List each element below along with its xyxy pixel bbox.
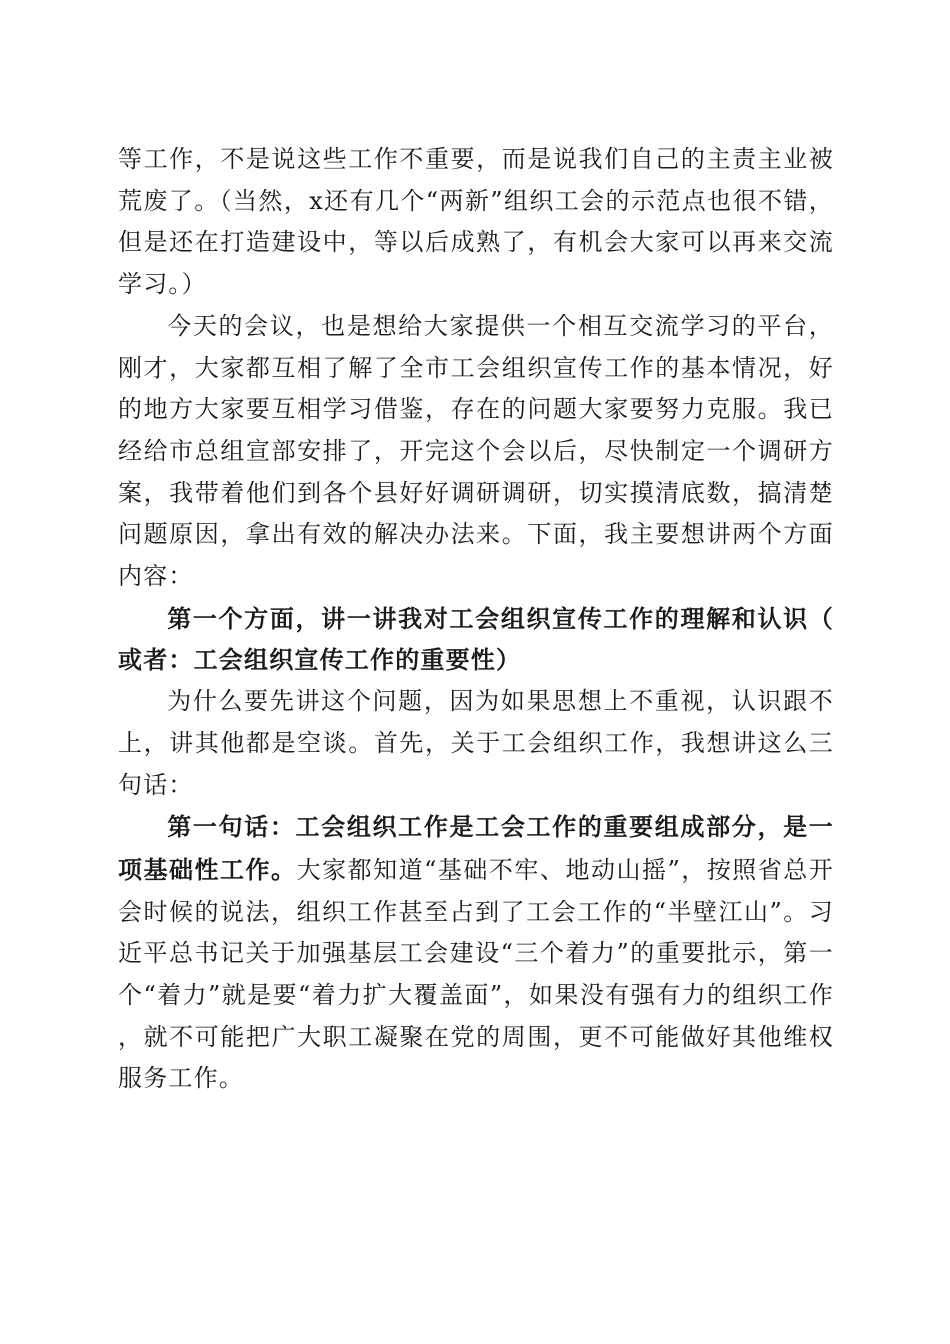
- paragraph-why-first: 为什么要先讲这个问题，因为如果思想上不重视，认识跟不上，讲其他都是空谈。首先，关于工会组织工作，我想讲这么三句话：: [118, 687, 834, 799]
- paragraph-first-sentence: [118, 806, 834, 1100]
- section-heading-first-aspect: 第一个方面，讲一讲我对工会组织宣传工作的理解和认识（或者：工会组织宣传工作的重要性）: [118, 603, 834, 675]
- paragraph-meeting-purpose: 今天的会议，也是想给大家提供一个相互交流学习的平台，刚才，大家都互相了解了全市工会组织宣传工作的基本情况，好的地方大家要互相学习借鉴，存在的问题大家要努力克服。我已经给市总组宣部安排了，开完这个会以后，尽快制定一个调研方案，我带着他们到各个县好好调研调研，切实摸清底数，搞清楚问题原因，拿出有效的解决办法来。下面，我主要想讲两个方面内容：: [118, 311, 834, 591]
- document-body: [118, 139, 834, 1100]
- first-sentence-body: 大家都知道“基础不牢、地动山摇”，按照省总开会时候的说法，组织工作甚至占到了工会工作的“半壁江山”。习近平总书记关于加强基层工会建设“三个着力”的重要批示，第一个“着力”就是要“着力扩大覆盖面”，如果没有强有力的组织工作，就不可能把广大职工凝聚在党的周围，更不可能做好其他维权服务工作。: [118, 855, 835, 1093]
- paragraph-continuation: 等工作，不是说这些工作不重要，而是说我们自己的主责主业被荒废了。（当然，x还有几个“两新”组织工会的示范点也很不错，但是还在打造建设中，等以后成熟了，有机会大家可以再来交流学习。）: [118, 145, 834, 299]
- first-sentence-lead: 第一句话：工会组织工作是工会工作的重要组成部分，是一项基础性工作。: [118, 812, 834, 884]
